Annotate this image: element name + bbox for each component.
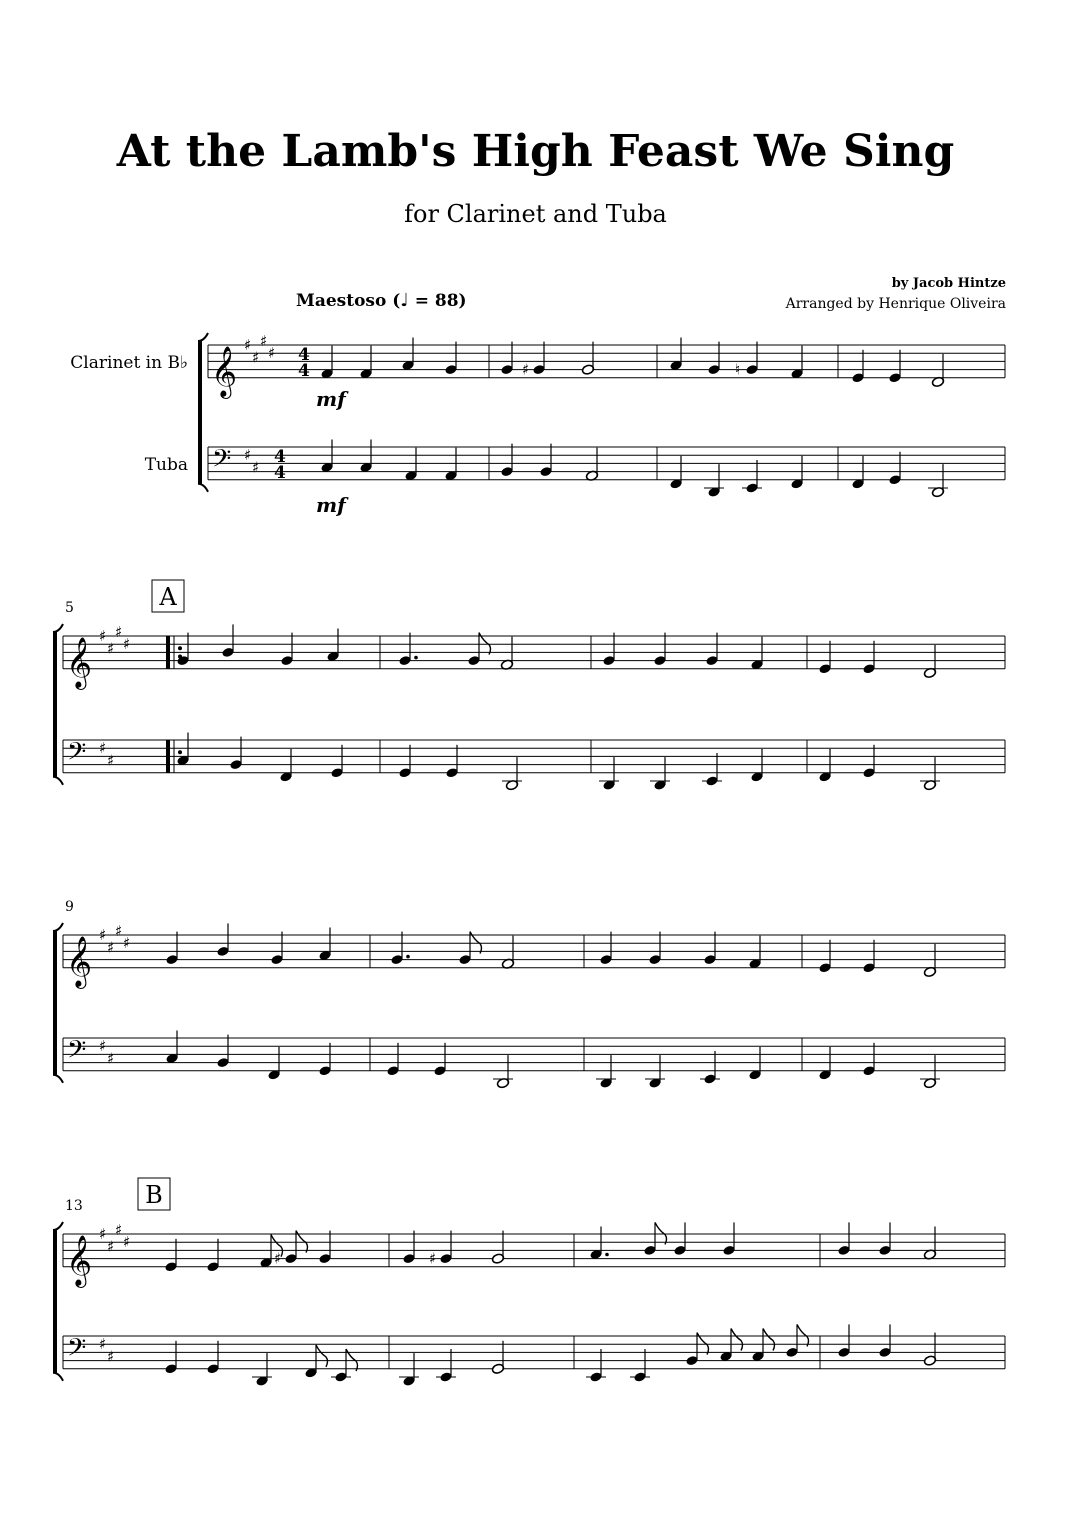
- clarinet-key-sharp: ♯: [123, 635, 131, 654]
- score-title: At the Lamb's High Feast We Sing: [116, 126, 955, 177]
- tempo-note-icon: ♩: [400, 290, 409, 311]
- clarinet-note-dot: [414, 656, 418, 660]
- repeat-dot: [178, 750, 182, 754]
- repeat-dot: [178, 646, 182, 650]
- bass-clef-icon: 𝄢: [212, 444, 232, 480]
- tempo-value: = 88): [408, 291, 467, 311]
- system-bracket-hook: [53, 923, 63, 931]
- tuba-key-sharp: ♯: [99, 1335, 107, 1354]
- instrument-label-tuba: Tuba: [144, 455, 188, 475]
- tuba-key-sharp: ♯: [107, 751, 115, 770]
- treble-clef-icon: 𝄞: [66, 1234, 93, 1286]
- bass-clef-icon: 𝄢: [67, 1333, 87, 1369]
- clarinet-accidental: ♯: [429, 1249, 437, 1268]
- clarinet-key-sharp: ♯: [260, 331, 268, 350]
- system-bracket-hook: [198, 333, 208, 341]
- tempo-text: Maestoso (: [296, 291, 401, 311]
- clarinet-key-sharp: ♯: [107, 1237, 115, 1256]
- system-bracket-hook: [53, 1222, 63, 1230]
- dynamic-mf-tuba: mf: [316, 492, 346, 517]
- clarinet-key-sharp: ♯: [99, 1225, 107, 1243]
- clarinet-note-dot: [605, 1253, 609, 1257]
- system-bracket-hook: [53, 624, 63, 632]
- time-signature-clarinet: 4: [298, 361, 310, 381]
- score-subtitle: for Clarinet and Tuba: [404, 200, 667, 228]
- clarinet-note-flag: [655, 1222, 667, 1244]
- system-bracket-hook: [53, 1075, 63, 1083]
- clarinet-accidental: ♯: [522, 360, 530, 379]
- arranger: Arranged by Henrique Oliveira: [785, 296, 1006, 312]
- time-signature-tuba: 4: [274, 463, 286, 483]
- clarinet-key-sharp: ♯: [107, 639, 115, 658]
- tuba-note-flag: [731, 1329, 743, 1351]
- clarinet-key-sharp: ♯: [252, 348, 260, 367]
- clarinet-key-sharp: ♯: [123, 934, 131, 953]
- clarinet-note-dot: [406, 955, 410, 959]
- measure-number: 9: [65, 899, 74, 915]
- bass-clef-icon: 𝄢: [67, 1035, 87, 1071]
- clarinet-accidental: ♯: [274, 1249, 282, 1268]
- tuba-note-flag: [763, 1329, 775, 1351]
- treble-clef-icon: 𝄞: [66, 935, 93, 987]
- instrument-label-clarinet: Clarinet in B♭: [70, 353, 188, 373]
- clarinet-key-sharp: ♯: [115, 1220, 123, 1239]
- rehearsal-mark: B: [145, 1181, 163, 1209]
- tuba-key-sharp: ♯: [99, 739, 107, 758]
- time-signature-clarinet: 4: [298, 345, 310, 365]
- clarinet-key-sharp: ♯: [115, 921, 123, 940]
- tuba-key-sharp: ♯: [252, 458, 260, 477]
- system-bracket-hook: [53, 1373, 63, 1381]
- bass-clef-icon: 𝄢: [67, 737, 87, 773]
- tuba-key-sharp: ♯: [107, 1347, 115, 1366]
- treble-clef-icon: 𝄞: [66, 636, 93, 688]
- rehearsal-mark: A: [159, 583, 177, 611]
- measure-number: 13: [65, 1198, 83, 1214]
- system-bracket-hook: [53, 777, 63, 785]
- tuba-key-sharp: ♯: [244, 446, 252, 465]
- tuba-key-sharp: ♯: [107, 1049, 115, 1068]
- clarinet-key-sharp: ♯: [244, 336, 252, 354]
- clarinet-key-sharp: ♯: [99, 926, 107, 944]
- tuba-note-flag: [797, 1324, 809, 1346]
- measure-number: 5: [65, 600, 74, 616]
- clarinet-key-sharp: ♯: [107, 938, 115, 957]
- clarinet-key-sharp: ♯: [99, 627, 107, 645]
- treble-clef-icon: 𝄞: [211, 345, 238, 397]
- dynamic-mf-clarinet: mf: [316, 386, 346, 411]
- system-bracket-hook: [198, 484, 208, 492]
- clarinet-key-sharp: ♯: [123, 1233, 131, 1252]
- composer: by Jacob Hintze: [891, 276, 1006, 291]
- tuba-note-flag: [316, 1345, 328, 1367]
- clarinet-accidental: ♮: [735, 360, 741, 379]
- time-signature-tuba: 4: [274, 447, 286, 467]
- tuba-key-sharp: ♯: [99, 1037, 107, 1056]
- clarinet-key-sharp: ♯: [268, 344, 276, 363]
- clarinet-key-sharp: ♯: [115, 622, 123, 641]
